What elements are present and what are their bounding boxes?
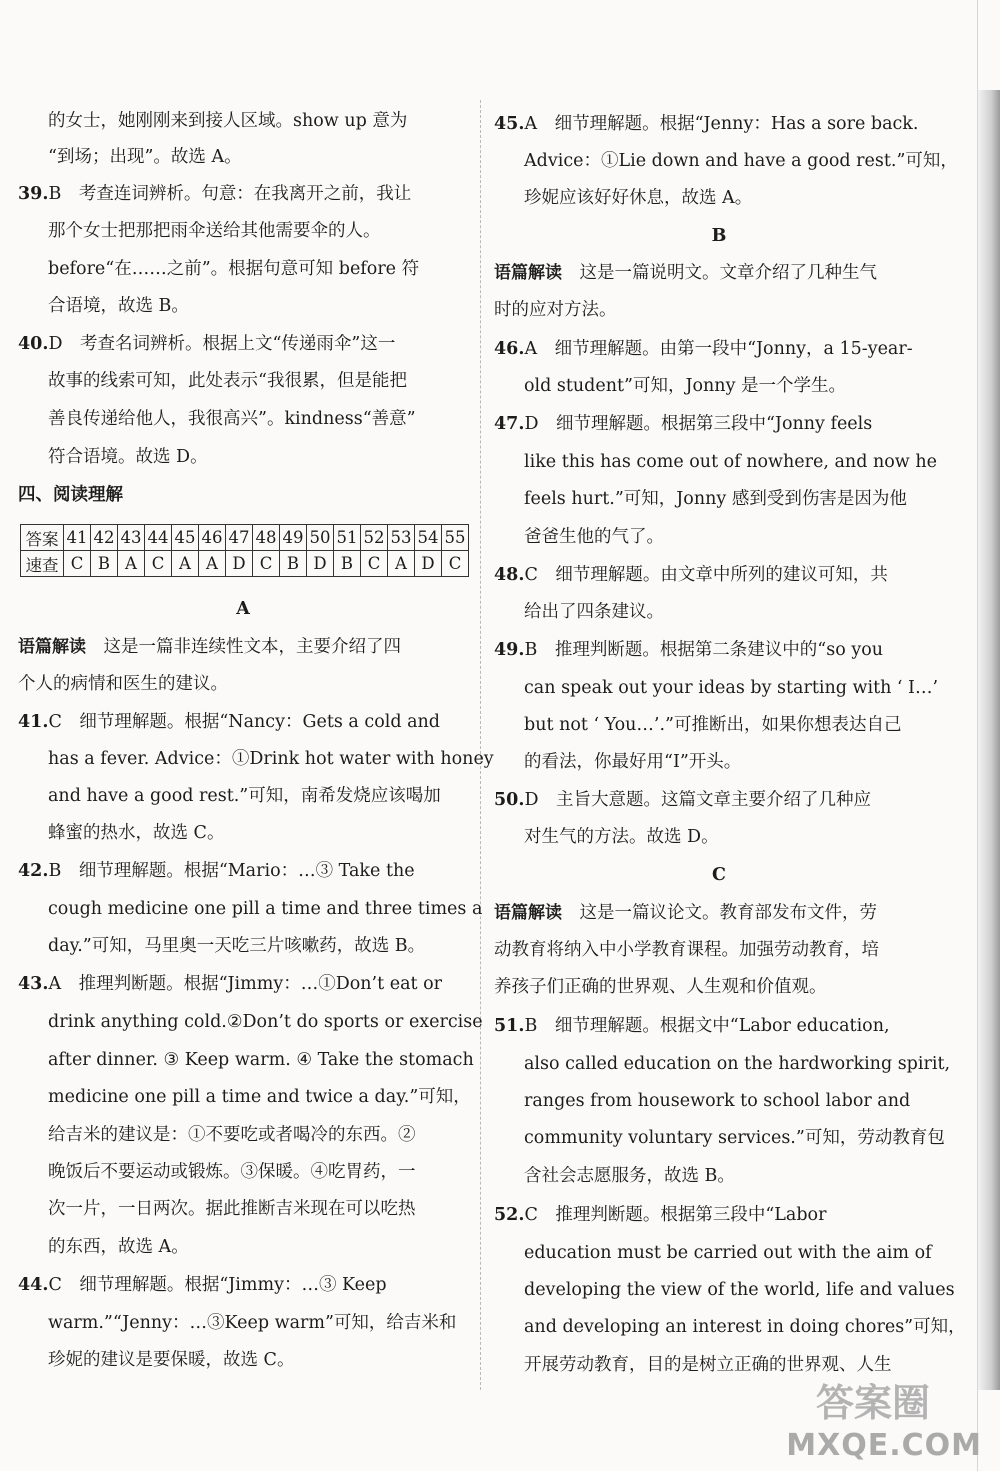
question-number: 44. <box>18 1275 49 1295</box>
line-text: “到场；出现”。故选 A。 <box>48 147 242 167</box>
line-text: 四、阅读理解 <box>18 485 123 505</box>
line-text: 个人的病情和医生的建议。 <box>18 674 228 694</box>
table-cell: B <box>91 551 118 577</box>
answer-item <box>494 1204 826 1226</box>
table-cell: B <box>334 551 361 577</box>
answer-item <box>18 1274 387 1296</box>
text-line <box>48 785 441 807</box>
text-line <box>48 1011 483 1033</box>
line-text: C 细节理解题。根据“Jimmy：…③ Keep <box>48 1275 387 1295</box>
line-text: C 细节理解题。由文章中所列的建议可知，共 <box>524 565 888 585</box>
text-line <box>524 751 741 773</box>
table-cell: 49 <box>280 525 307 551</box>
answer-item <box>494 1015 890 1037</box>
text-line <box>48 220 381 242</box>
line-text: 的看法，你最好用“I”开头。 <box>524 752 742 772</box>
text-line <box>18 636 401 658</box>
text-line <box>48 446 208 468</box>
question-number: 49. <box>494 640 525 660</box>
table-cell: A <box>388 551 415 577</box>
line-text: before“在……之前”。根据句意可知 before 符 <box>48 259 420 279</box>
text-line <box>524 1127 945 1149</box>
table-cell: 55 <box>442 525 469 551</box>
question-number: 50. <box>494 790 525 810</box>
answer-item <box>18 183 411 205</box>
passage-analysis-label: 语篇解读 <box>494 263 562 283</box>
answer-item <box>494 113 918 135</box>
table-cell: 46 <box>199 525 226 551</box>
line-text: 这是一篇说明文。文章介绍了几种生气 <box>562 263 877 283</box>
table-cell: B <box>280 551 307 577</box>
answer-item <box>494 639 883 661</box>
line-text: A 细节理解题。根据“Jenny：Has a sore back. <box>524 114 919 134</box>
text-line <box>494 976 827 998</box>
text-line <box>48 748 494 770</box>
line-text: 对生气的方法。故选 D。 <box>524 827 719 847</box>
text-line <box>524 375 846 397</box>
table-cell: 54 <box>415 525 442 551</box>
line-text: feels hurt.”可知，Jonny 感到受到伤害是因为他 <box>524 489 907 509</box>
answer-item <box>494 789 871 811</box>
text-line <box>524 187 752 209</box>
line-text: 的东西，故选 A。 <box>48 1237 189 1257</box>
text-line <box>48 1049 474 1071</box>
line-text: medicine one pill a time and twice a day.”可知， <box>48 1087 471 1107</box>
text-line <box>48 1086 471 1108</box>
text-line <box>524 150 958 172</box>
table-cell: 42 <box>91 525 118 551</box>
text-line <box>524 1090 910 1112</box>
line-text: 那个女士把那把雨伞送给其他需要伞的人。 <box>48 221 381 241</box>
text-line <box>524 1242 932 1264</box>
text-line <box>48 935 425 957</box>
line-text: B 推理判断题。根据第二条建议中的“so you <box>524 640 884 660</box>
table-cell: 45 <box>172 525 199 551</box>
line-text: 故事的线索可知，此处表示“我很累，但是能把 <box>48 371 407 391</box>
line-text: B 细节理解题。根据文中“Labor education, <box>524 1016 890 1036</box>
watermark-url: MXQE.COM <box>786 1428 982 1463</box>
answer-item <box>494 564 888 586</box>
text-line <box>494 902 877 924</box>
line-text: D 主旨大意题。这篇文章主要介绍了几种应 <box>524 790 871 810</box>
line-text: and have a good rest.”可知，南希发烧应该喝加 <box>48 786 441 806</box>
line-text: 晚饭后不要运动或锻炼。③保暖。④吃胃药，一 <box>48 1162 416 1182</box>
answer-item <box>18 973 442 995</box>
section-heading: B <box>711 226 727 246</box>
line-text: has a fever. Advice：①Drink hot water with honey <box>48 749 494 769</box>
table-cell: 51 <box>334 525 361 551</box>
table-cell: C <box>361 551 388 577</box>
table-row-label: 答案 <box>21 525 64 551</box>
line-text: 开展劳动教育，目的是树立正确的世界观、人生 <box>524 1355 892 1375</box>
section-heading: C <box>712 865 726 885</box>
table-cell: A <box>172 551 199 577</box>
line-text: old student”可知，Jonny 是一个学生。 <box>524 376 847 396</box>
passage-analysis-label: 语篇解读 <box>494 903 562 923</box>
line-text: 次一片，一日两次。据此推断吉米现在可以吃热 <box>48 1199 416 1219</box>
table-cell: A <box>118 551 145 577</box>
text-line <box>524 1053 950 1075</box>
line-text: 爸爸生他的气了。 <box>524 527 664 547</box>
line-text: 动教育将纳入中小学教育课程。加强劳动教育，培 <box>494 940 879 960</box>
table-cell: 43 <box>118 525 145 551</box>
line-text: community voluntary services.”可知，劳动教育包 <box>524 1128 945 1148</box>
table-cell: 41 <box>64 525 91 551</box>
answer-item <box>18 860 415 882</box>
answer-quick-check-table <box>20 524 469 577</box>
text-line <box>48 408 416 430</box>
question-number: 46. <box>494 339 525 359</box>
line-text: C 细节理解题。根据“Nancy：Gets a cold and <box>48 712 441 732</box>
text-line <box>524 677 938 699</box>
line-text: 珍妮的建议是要保暖，故选 C。 <box>48 1350 295 1370</box>
text-line <box>48 1161 416 1183</box>
text-line <box>494 262 877 284</box>
line-text: 养孩子们正确的世界观、人生观和价值观。 <box>494 977 827 997</box>
text-line <box>524 601 664 623</box>
text-line <box>48 1198 416 1220</box>
question-number: 52. <box>494 1205 525 1225</box>
line-text: ranges from housework to school labor and <box>524 1091 911 1111</box>
line-text: 蜂蜜的热水，故选 C。 <box>48 823 225 843</box>
line-text: can speak out your ideas by starting with ‘ I…’ <box>524 678 939 698</box>
question-number: 48. <box>494 565 525 585</box>
line-text: 符合语境。故选 D。 <box>48 447 208 467</box>
watermark-logo-text: 答案圈 <box>815 1381 930 1425</box>
question-number: 40. <box>18 334 49 354</box>
table-cell: 50 <box>307 525 334 551</box>
line-text: 这是一篇议论文。教育部发布文件，劳 <box>562 903 877 923</box>
text-line <box>48 1236 189 1258</box>
table-cell: 44 <box>145 525 172 551</box>
line-text: like this has come out of nowhere, and now he <box>524 452 937 472</box>
table-cell: A <box>199 551 226 577</box>
table-cell: 52 <box>361 525 388 551</box>
question-number: 51. <box>494 1016 525 1036</box>
line-text: 合语境，故选 B。 <box>48 296 189 316</box>
answer-item <box>494 413 872 435</box>
text-line <box>48 1124 416 1146</box>
line-text: cough medicine one pill a time and three times a <box>48 899 483 919</box>
text-line <box>48 1349 294 1371</box>
question-number: 43. <box>18 974 49 994</box>
answer-table-header-row <box>21 525 469 551</box>
section-heading: A <box>236 599 250 619</box>
question-number: 39. <box>18 184 49 204</box>
question-number: 42. <box>18 861 49 881</box>
line-text: 给出了四条建议。 <box>524 602 664 622</box>
table-cell: 48 <box>253 525 280 551</box>
line-text: and developing an interest in doing chores”可知， <box>524 1317 966 1337</box>
table-cell: D <box>307 551 334 577</box>
answer-item <box>494 338 913 360</box>
line-text: after dinner. ③ Keep warm. ④ Take the stomach <box>48 1050 474 1070</box>
line-text: B 细节理解题。根据“Mario：…③ Take the <box>48 861 415 881</box>
line-text: 给吉米的建议是：①不要吃或者喝冷的东西。② <box>48 1125 416 1145</box>
answer-item <box>18 333 395 355</box>
text-line <box>524 451 937 473</box>
table-row-label: 速查 <box>21 551 64 577</box>
text-line <box>48 1312 456 1334</box>
line-text: 时的应对方法。 <box>494 300 617 320</box>
line-text: 含社会志愿服务，故选 B。 <box>524 1166 735 1186</box>
answer-item <box>18 711 440 733</box>
line-text: but not ‘ You…’.”可推断出，如果你想表达自己 <box>524 715 902 735</box>
table-cell: C <box>442 551 469 577</box>
table-cell: 47 <box>226 525 253 551</box>
table-cell: C <box>145 551 172 577</box>
question-number: 41. <box>18 712 49 732</box>
line-text: 善良传递给他人，我很高兴”。kindness“善意” <box>48 409 416 429</box>
text-line <box>18 673 228 695</box>
column-divider <box>480 100 481 1390</box>
line-text: B 考查连词辨析。句意：在我离开之前，我让 <box>48 184 412 204</box>
answer-table-answer-row <box>21 551 469 577</box>
line-text: C 推理判断题。根据第三段中“Labor <box>524 1205 827 1225</box>
line-text: also called education on the hardworking spirit, <box>524 1054 951 1074</box>
text-line <box>48 898 482 920</box>
table-cell: C <box>64 551 91 577</box>
text-line <box>524 1165 735 1187</box>
line-text: 珍妮应该好好休息，故选 A。 <box>524 188 753 208</box>
line-text: A 推理判断题。根据“Jimmy：…①Don’t eat or <box>48 974 443 994</box>
text-line <box>524 488 907 510</box>
line-text: D 考查名词辨析。根据上文“传递雨伞”这一 <box>48 334 396 354</box>
text-line <box>18 484 123 506</box>
text-line <box>524 1316 966 1338</box>
line-text: warm.”“Jenny：…③Keep warm”可知，给吉米和 <box>48 1313 457 1333</box>
text-line <box>48 822 224 844</box>
table-cell: D <box>415 551 442 577</box>
line-text: 这是一篇非连续性文本，主要介绍了四 <box>86 637 401 657</box>
line-text: drink anything cold.②Don’t do sports or exercise <box>48 1012 483 1032</box>
text-line <box>524 826 719 848</box>
table-cell: 53 <box>388 525 415 551</box>
text-line <box>48 110 407 132</box>
text-line <box>524 526 664 548</box>
line-text: education must be carried out with the aim of <box>524 1243 932 1263</box>
text-line <box>48 146 242 168</box>
text-line <box>494 939 879 961</box>
passage-analysis-label: 语篇解读 <box>18 637 86 657</box>
text-line <box>48 370 407 392</box>
line-text: 的女士，她刚刚来到接人区域。show up 意为 <box>48 111 408 131</box>
question-number: 47. <box>494 414 525 434</box>
line-text: developing the view of the world, life and values <box>524 1280 955 1300</box>
text-line <box>524 714 902 736</box>
table-cell: D <box>226 551 253 577</box>
line-text: day.”可知，马里奥一天吃三片咳嗽药，故选 B。 <box>48 936 426 956</box>
line-text: A 细节理解题。由第一段中“Jonny，a 15-year- <box>524 339 913 359</box>
line-text: D 细节理解题。根据第三段中“Jonny feels <box>524 414 873 434</box>
text-line <box>48 295 189 317</box>
question-number: 45. <box>494 114 525 134</box>
text-line <box>48 258 419 280</box>
page-binding-shadow <box>978 90 1000 1390</box>
line-text: Advice：①Lie down and have a good rest.”可知， <box>524 151 958 171</box>
text-line <box>494 299 617 321</box>
table-cell: C <box>253 551 280 577</box>
text-line <box>524 1279 955 1301</box>
